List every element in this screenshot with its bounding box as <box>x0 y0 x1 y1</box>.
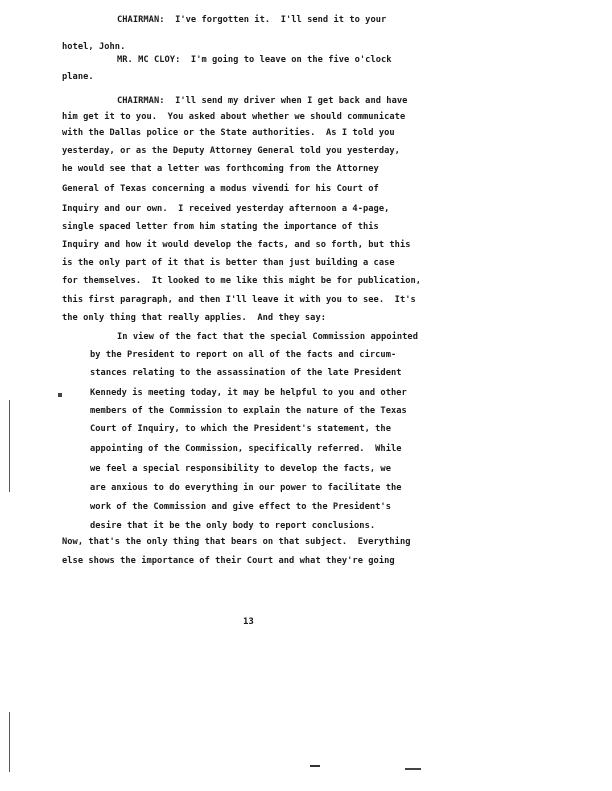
quote-line: we feel a special responsibility to develop the facts, we <box>90 464 391 474</box>
text-line: CHAIRMAN: I've forgotten it. I'll send it to your <box>117 15 387 25</box>
quote-line: desire that it be the only body to report conclusions. <box>90 521 376 531</box>
quote-line: work of the Commission and give effect to the President's <box>90 502 391 512</box>
quote-line: members of the Commission to explain the nature of the Texas <box>90 406 407 416</box>
scan-artifact <box>58 393 62 397</box>
quote-line: Kennedy is meeting today, it may be helpful to you and other <box>90 388 407 398</box>
margin-mark <box>9 712 10 772</box>
scan-artifact <box>405 768 421 770</box>
quote-line: appointing of the Commission, specifically referred. While <box>90 444 402 454</box>
text-line: this first paragraph, and then I'll leave it with you to see. It's <box>62 295 416 305</box>
text-line: CHAIRMAN: I'll send my driver when I get back and have <box>117 96 408 106</box>
text-line: yesterday, or as the Deputy Attorney General told you yesterday, <box>62 146 400 156</box>
text-line: General of Texas concerning a modus vivendi for his Court of <box>62 184 379 194</box>
quote-line: stances relating to the assassination of the late President <box>90 368 402 378</box>
scan-artifact <box>310 765 320 767</box>
text-line: he would see that a letter was forthcoming from the Attorney <box>62 164 379 174</box>
text-line: else shows the importance of their Court and what they're going <box>62 556 395 566</box>
page-number: 13 <box>243 617 254 627</box>
text-line: MR. MC CLOY: I'm going to leave on the five o'clock <box>117 55 392 65</box>
text-line: is the only part of it that is better than just building a case <box>62 258 395 268</box>
margin-mark <box>9 400 10 492</box>
quote-line: In view of the fact that the special Commission appointed <box>117 332 418 342</box>
quote-line: Court of Inquiry, to which the President's statement, the <box>90 424 391 434</box>
text-line: for themselves. It looked to me like this might be for publication, <box>62 276 422 286</box>
text-line: Inquiry and how it would develop the facts, and so forth, but this <box>62 240 411 250</box>
quote-line: by the President to report on all of the facts and circum- <box>90 350 397 360</box>
text-line: him get it to you. You asked about whether we should communicate <box>62 112 406 122</box>
quote-line: are anxious to do everything in our power to facilitate the <box>90 483 402 493</box>
text-line: Now, that's the only thing that bears on that subject. Everything <box>62 537 411 547</box>
text-line: the only thing that really applies. And they say: <box>62 313 327 323</box>
text-line: plane. <box>62 72 94 82</box>
text-line: Inquiry and our own. I received yesterday afternoon a 4-page, <box>62 204 390 214</box>
text-line: with the Dallas police or the State authorities. As I told you <box>62 128 395 138</box>
text-line: hotel, John. <box>62 42 126 52</box>
text-line: single spaced letter from him stating the importance of this <box>62 222 379 232</box>
